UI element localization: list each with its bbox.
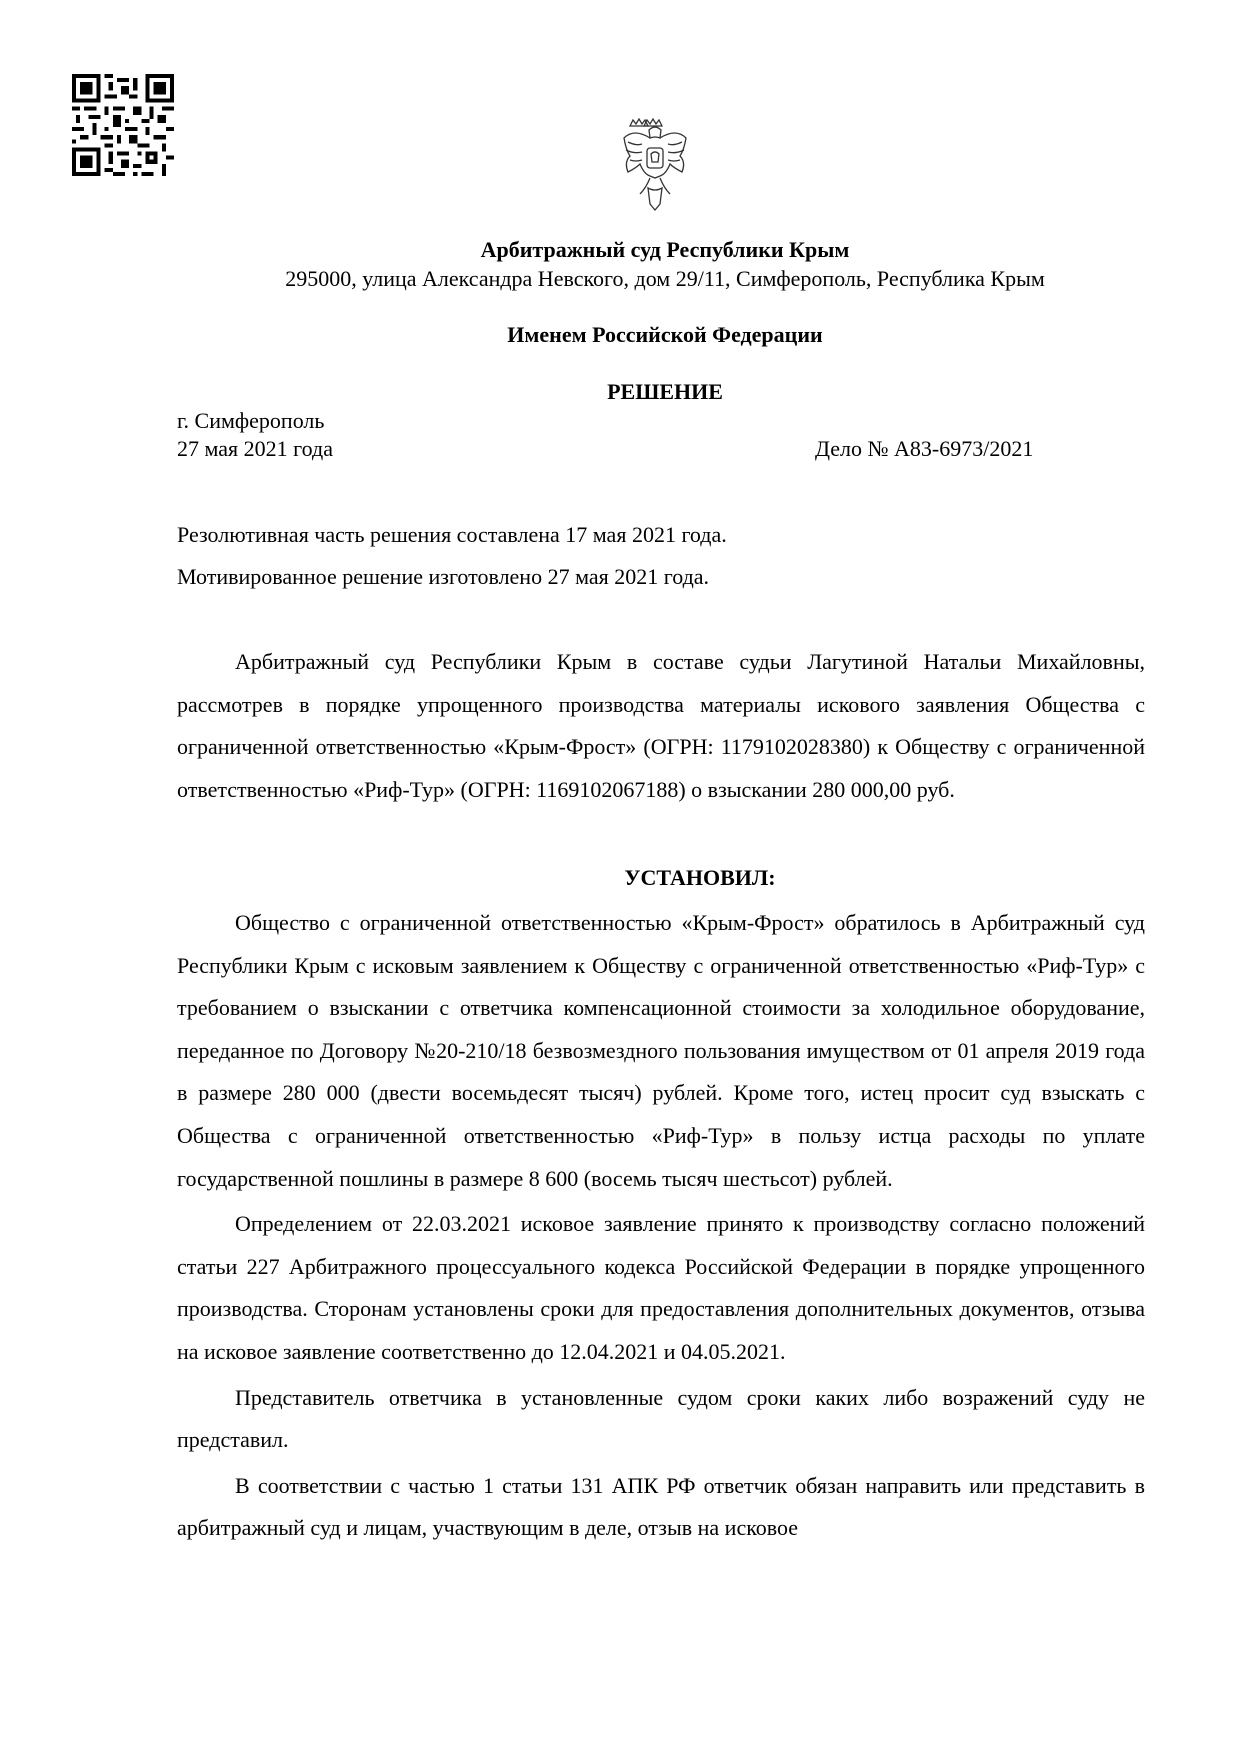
court-name: Арбитражный суд Республики Крым: [480, 237, 850, 262]
qr-code-icon: [72, 74, 174, 176]
main-section: [177, 902, 1145, 1553]
case-number: Дело № А83-6973/2021: [815, 436, 1034, 461]
court-address: 295000, улица Александра Невского, дом 29/11, Симферополь, Республика Крым: [285, 266, 1045, 291]
decision-title: РЕШЕНИЕ: [607, 379, 723, 404]
in-the-name-heading: Именем Российской Федерации: [507, 322, 823, 347]
city: г. Симферополь: [177, 408, 325, 433]
intro-paragraph: Арбитражный суд Республики Крым в составе судьи Лагутиной Натальи Михайловны, рассмотрев в порядке упрощенного производства материалы искового заявления Общества с ограниченной ответственностью «Крым-Фрост» (ОГРН: 1179102028380) к Обществу с ограниченной ответственностью «Риф-Тур» (ОГРН: 1169102067188) о взыскании 280 000,00 руб.: [177, 649, 1145, 802]
body-paragraph: Определением от 22.03.2021 исковое заявление принято к производству согласно положений статьи 227 Арбитражного процессуального кодекса Российской Федерации в порядке упрощенного производства. Сторонам установлены сроки для предоставления дополнительных документов, отзыва на исковое заявление соответственно до 12.04.2021 и 04.05.2021.: [177, 1211, 1145, 1364]
intro-section: [177, 641, 1145, 811]
coat-of-arms-icon: [620, 116, 690, 212]
body-paragraph: В соответствии с частью 1 статьи 131 АПК РФ ответчик обязан направить или представить в арбитражный суд и лицам, участвующим в деле, отзыв на исковое: [177, 1472, 1145, 1541]
established-heading: УСТАНОВИЛ:: [624, 865, 776, 890]
decision-date: 27 мая 2021 года: [177, 436, 333, 461]
operative-part-note: Резолютивная часть решения составлена 17 мая 2021 года.: [177, 522, 727, 547]
body-paragraph: Общество с ограниченной ответственностью «Крым-Фрост» обратилось в Арбитражный суд Республики Крым с исковым заявлением к Обществу с ограниченной ответственностью «Риф-Тур» с требованием о взыскании с ответчика компенсационной стоимости за холодильное оборудование, переданное по Договору №20-210/18 безвозмездного пользования имуществом от 01 апреля 2019 года в размере 280 000 (двести восемьдесят тысяч) рублей. Кроме того, истец просит суд взыскать с Общества с ограниченной ответственностью «Риф-Тур» в пользу истца расходы по уплате государственной пошлины в размере 8 600 (восемь тысяч шестьсот) рублей.: [177, 910, 1145, 1191]
reasoned-decision-note: Мотивированное решение изготовлено 27 мая 2021 года.: [177, 564, 710, 589]
body-paragraph: Представитель ответчика в установленные судом сроки каких либо возражений суду не представил.: [177, 1384, 1145, 1453]
